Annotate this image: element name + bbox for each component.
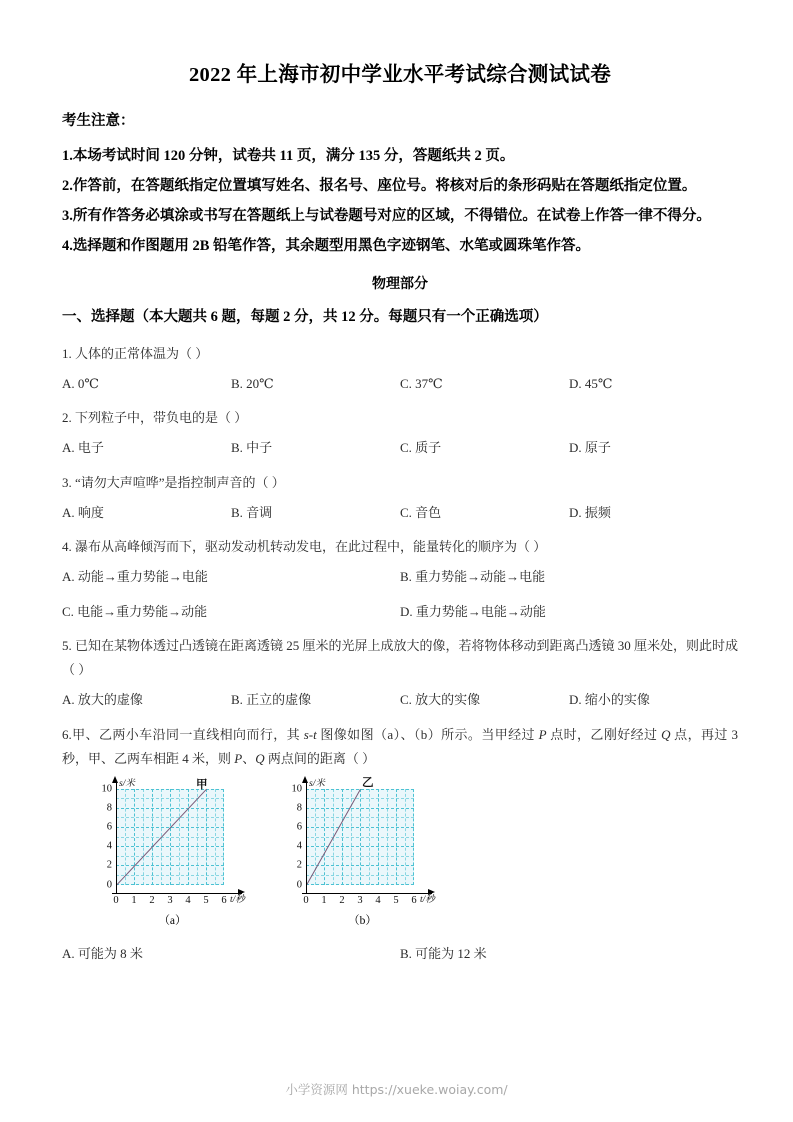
page-title: 2022 年上海市初中学业水平考试综合测试试卷 — [188, 64, 612, 86]
figure-b-x-axis — [302, 893, 432, 894]
question-6-var-p2: P — [234, 750, 243, 766]
question-6-var-st: s-t — [303, 726, 317, 742]
question-4-option-a[interactable]: A. 动能→重力势能→电能 — [62, 569, 208, 585]
figure-a-x-axis-label: t/秒 — [230, 894, 245, 905]
notice-item-1: 1.本场考试时间 120 分钟，试卷共 11 页，满分 135 分，答题纸共 2 页。 — [62, 148, 515, 165]
figure-a-x-ticks — [80, 895, 265, 911]
figure-a-caption: （a） — [158, 914, 187, 927]
question-6-text-a: 甲、乙两小车沿同一直线相向而行，其 — [71, 726, 304, 742]
question-2-text: 下列粒子中，带负电的是（ ） — [75, 410, 248, 426]
question-3-text: “请勿大声喧哗”是指控制声音的（ ） — [75, 474, 285, 490]
figure-b-xtick-2: 2 — [339, 894, 345, 906]
figure-b-ytick-0: 0 — [296, 879, 302, 891]
question-4-option-c[interactable]: C. 电能→重力势能→动能 — [62, 603, 208, 619]
question-4-number: 4. — [62, 539, 72, 555]
figure-b-y-axis-label: s/米 — [309, 778, 325, 789]
question-2-options — [62, 436, 738, 459]
question-6-text-b: 图像如图（a）、（b）所示。当甲经过 — [316, 726, 539, 742]
question-5-number: 5. — [62, 638, 72, 654]
question-5-option-d[interactable]: D. 缩小的实像 — [569, 692, 650, 708]
notice-heading: 考生注意： — [62, 112, 135, 129]
question-6-var-q2: Q — [255, 750, 265, 766]
question-1-text: 人体的正常体温为（ ） — [75, 345, 209, 361]
question-1-option-d[interactable]: D. 45℃ — [569, 375, 613, 391]
figure-b-x-ticks — [270, 895, 455, 911]
question-3-stem — [62, 471, 738, 495]
figure-b-x-axis-label: t/秒 — [420, 894, 435, 905]
question-1-stem — [62, 342, 738, 366]
figure-a-ytick-0: 0 — [106, 879, 112, 891]
question-2-option-a[interactable]: A. 电子 — [62, 440, 104, 456]
question-3-option-b[interactable]: B. 音调 — [231, 504, 273, 520]
question-6-option-a[interactable]: A. 可能为 8 米 — [62, 945, 143, 961]
question-3-options — [62, 501, 738, 524]
question-2-stem — [62, 406, 738, 430]
figure-a-ytick-10: 10 — [101, 783, 112, 795]
figure-a-x-axis — [112, 893, 242, 894]
figure-b-ytick-4: 4 — [296, 840, 302, 852]
question-6-stem — [62, 723, 738, 771]
figure-a-chart — [80, 777, 265, 909]
figure-a-ytick-4: 4 — [106, 840, 112, 852]
figure-a-xtick-0: 0 — [113, 894, 119, 906]
figure-a-plot-area — [116, 789, 224, 885]
question-6-text-c: 点时，乙刚好经过 — [546, 726, 662, 742]
question-6-options — [62, 942, 738, 965]
figure-b-curve-label: 乙 — [362, 776, 374, 789]
figure-b — [270, 777, 460, 928]
question-3-option-a[interactable]: A. 响度 — [62, 504, 104, 520]
notice-item-3: 3.所有作答务必填涂或书写在答题纸上与试卷题号对应的区域，不得错位。在试卷上作答一律不得分。 — [62, 208, 711, 225]
question-4-stem — [62, 535, 738, 559]
question-6-var-p1: P — [538, 726, 547, 742]
part-title-multiple-choice: 一、选择题（本大题共 6 题，每题 2 分，共 12 分。每题只有一个正确选项） — [62, 308, 548, 325]
figure-a-gridlines — [116, 789, 224, 885]
question-5-stem — [62, 634, 738, 682]
question-3-number: 3. — [62, 474, 72, 490]
figure-b-ytick-6: 6 — [296, 821, 302, 833]
question-5-option-c[interactable]: C. 放大的实像 — [400, 692, 481, 708]
figure-b-xtick-1: 1 — [321, 894, 327, 906]
question-2-option-c[interactable]: C. 质子 — [400, 440, 442, 456]
figure-a-y-axis — [116, 781, 117, 893]
figure-b-xtick-0: 0 — [303, 894, 309, 906]
question-6-number: 6. — [62, 726, 72, 742]
question-3-option-c[interactable]: C. 音色 — [400, 504, 442, 520]
figure-a — [80, 777, 270, 928]
figure-b-xtick-3: 3 — [357, 894, 363, 906]
figure-b-y-ticks — [270, 777, 306, 909]
question-1-options — [62, 372, 738, 395]
question-2-number: 2. — [62, 410, 72, 426]
question-5-option-a[interactable]: A. 放大的虚像 — [62, 692, 143, 708]
figure-b-caption: （b） — [348, 914, 377, 927]
question-1-option-a[interactable]: A. 0℃ — [62, 375, 99, 391]
question-6-text-e: 、 — [242, 750, 256, 766]
figure-b-ytick-8: 8 — [296, 802, 302, 814]
figure-a-xtick-5: 5 — [203, 894, 209, 906]
figure-b-y-axis — [306, 781, 307, 893]
figure-a-curve-label: 甲 — [196, 778, 208, 791]
question-4-text: 瀑布从高峰倾泻而下，驱动发动机转动发电，在此过程中，能量转化的顺序为（ ） — [75, 539, 547, 555]
question-6-var-q1: Q — [661, 726, 671, 742]
figure-a-y-axis-label: s/米 — [119, 778, 135, 789]
question-2-option-b[interactable]: B. 中子 — [231, 440, 273, 456]
question-4-option-b[interactable]: B. 重力势能→动能→电能 — [400, 569, 546, 585]
question-5-options — [62, 688, 738, 711]
section-title-physics: 物理部分 — [372, 276, 428, 292]
figure-a-ytick-8: 8 — [106, 802, 112, 814]
figure-a-xtick-4: 4 — [185, 894, 191, 906]
notice-item-2: 2.作答前，在答题纸指定位置填写姓名、报名号、座位号。将核对后的条形码贴在答题纸指定位置。 — [62, 178, 697, 195]
question-1-option-c[interactable]: C. 37℃ — [400, 375, 443, 391]
question-6-text-d: 点，再过 3 秒，甲、乙两车相距 4 米，则 — [62, 726, 738, 766]
question-6-figures — [62, 777, 738, 928]
figure-b-ytick-2: 2 — [296, 859, 302, 871]
notice-item-4: 4.选择题和作图题用 2B 铅笔作答，其余题型用黑色字迹钢笔、水笔或圆珠笔作答。 — [62, 237, 591, 254]
question-2-option-d[interactable]: D. 原子 — [569, 440, 611, 456]
figure-a-xtick-3: 3 — [167, 894, 173, 906]
question-6-option-b[interactable]: B. 可能为 12 米 — [400, 945, 487, 961]
question-1-option-b[interactable]: B. 20℃ — [231, 375, 274, 391]
figure-b-chart — [270, 777, 455, 909]
figure-b-xtick-4: 4 — [375, 894, 381, 906]
figure-b-plot-area — [306, 789, 414, 885]
figure-b-gridlines — [306, 789, 414, 885]
question-5-option-b[interactable]: B. 正立的虚像 — [231, 692, 312, 708]
figure-b-xtick-6: 6 — [411, 894, 417, 906]
question-4-options-row2 — [62, 600, 738, 623]
footer-watermark: 小学资源网 https://xueke.woiay.com/ — [285, 1082, 508, 1097]
figure-b-ytick-10: 10 — [291, 783, 302, 795]
figure-a-xtick-2: 2 — [149, 894, 155, 906]
question-4-option-d[interactable]: D. 重力势能→电能→动能 — [400, 603, 546, 619]
figure-a-ytick-2: 2 — [106, 859, 112, 871]
figure-a-xtick-6: 6 — [221, 894, 227, 906]
question-3-option-d[interactable]: D. 振频 — [569, 504, 611, 520]
question-4-options-row1 — [62, 565, 738, 588]
figure-b-xtick-5: 5 — [393, 894, 399, 906]
figure-a-y-ticks — [80, 777, 116, 909]
question-5-text: 已知在某物体透过凸透镜在距离透镜 25 厘米的光屏上成放大的像，若将物体移动到距离凸透镜 30 厘米处，则此时成（ ） — [62, 638, 739, 678]
figure-a-xtick-1: 1 — [131, 894, 137, 906]
question-1-number: 1. — [62, 345, 72, 361]
question-6-text-f: 两点间的距离（ ） — [264, 750, 376, 766]
figure-a-ytick-6: 6 — [106, 821, 112, 833]
